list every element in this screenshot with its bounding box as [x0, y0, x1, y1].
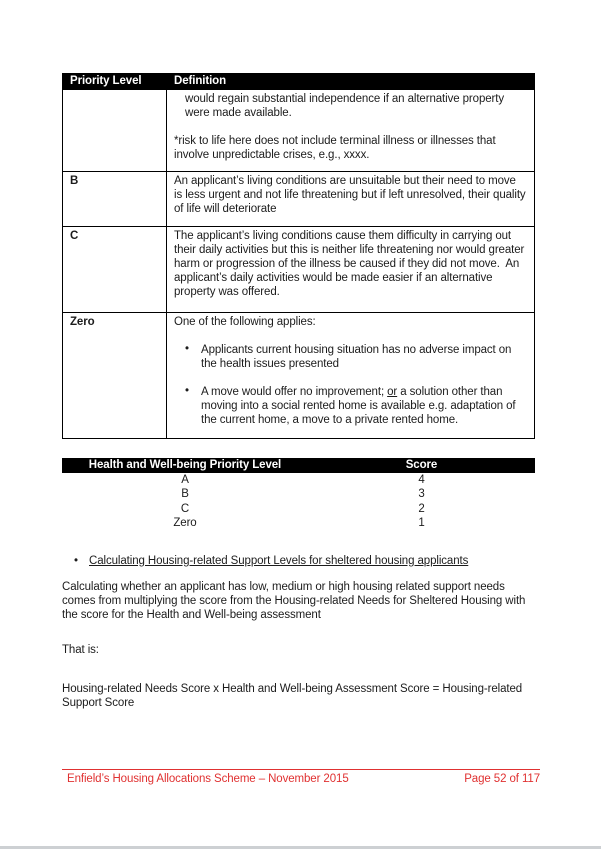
risk-note-text: *risk to life here does not include terminal illness or illnesses that involve unpredictable crises, e.g., xxxx.	[174, 135, 496, 161]
level-cell: C	[180, 502, 190, 515]
hwb-priority-level-header: Health and Well-being Priority Level	[62, 458, 308, 473]
priority-table	[62, 73, 535, 439]
bullet-icon: •	[185, 385, 189, 397]
priority-level-cell-zero: Zero	[63, 313, 167, 439]
footer-page-number: Page 52 of 117	[464, 773, 540, 785]
priority-level-cell-a	[63, 90, 167, 172]
score-header: Score	[308, 458, 535, 473]
footer-divider	[62, 769, 540, 770]
definition-text-c: The applicant’s living conditions cause them difficulty in carrying out their daily activities but this is neither life threatening nor would greater harm or progression of the illness be caused if they did not move. An applicant’s daily activities would be made easier if an alternative property was offered.	[174, 230, 525, 298]
priority-level-cell-b: B	[63, 172, 167, 227]
definition-cell-c	[167, 227, 535, 313]
table-row	[63, 90, 535, 172]
formula-text: Housing-related Needs Score x Health and Well-being Assessment Score = Housing-related Support Score	[62, 682, 523, 709]
bullet-icon: •	[185, 343, 189, 355]
list-item	[174, 385, 527, 427]
priority-level-header: Priority Level	[63, 74, 167, 90]
definition-cell-zero	[167, 313, 535, 439]
score-cell: 1	[418, 517, 425, 530]
score-table	[62, 458, 535, 531]
zero-intro-text: One of the following applies:	[174, 316, 316, 328]
page-content	[62, 73, 535, 710]
level-cell: Zero	[173, 517, 197, 530]
page-bottom-edge	[0, 846, 601, 849]
table-row	[62, 473, 535, 487]
level-cell: A	[181, 474, 189, 486]
zero-bullet-2-post: a solution other than moving into a social rented home is available e.g. adaptation of the current home, a move to a private rented home.	[201, 386, 516, 426]
zero-bullet-2-or: or	[387, 386, 398, 398]
footer-text-row	[62, 772, 540, 786]
priority-table-header-row	[63, 74, 535, 90]
level-cell: B	[181, 488, 189, 501]
definition-header: Definition	[167, 74, 535, 90]
that-is-text: That is:	[62, 643, 99, 656]
zero-bullet-1-text: Applicants current housing situation has no adverse impact on the health issues presented	[201, 344, 512, 370]
table-row	[62, 487, 535, 501]
definition-continuation-text: would regain substantial independence if an alternative property were made available.	[185, 93, 505, 119]
section-bullet-heading	[62, 554, 535, 568]
table-row	[62, 502, 535, 516]
section-heading-text: Calculating Housing-related Support Levels for sheltered housing applicants	[89, 554, 469, 567]
score-cell: 2	[418, 502, 425, 515]
list-item	[174, 343, 527, 371]
table-row	[63, 313, 535, 439]
definition-text-b: An applicant’s living conditions are unsuitable but their need to move is less urgent and not life threatening but if left unresolved, their quality of life will deteriorate	[174, 175, 526, 215]
priority-level-cell-c: C	[63, 227, 167, 313]
calculation-paragraph: Calculating whether an applicant has low, medium or high housing related support needs comes from multiplying the score from the Housing-related Needs for Sheltered Housing with the score for the Health and Well-being assessment	[62, 580, 526, 621]
score-cell: 4	[418, 474, 425, 486]
definition-cell-b	[167, 172, 535, 227]
table-row	[63, 227, 535, 313]
table-row	[63, 172, 535, 227]
score-table-header-row	[62, 458, 535, 473]
zero-bullet-2-pre: A move would offer no improvement;	[201, 386, 388, 398]
page-footer	[62, 769, 540, 786]
definition-cell-a	[167, 90, 535, 172]
footer-document-title: Enfield’s Housing Allocations Scheme – November 2015	[67, 773, 349, 785]
bullet-icon: •	[74, 554, 78, 567]
score-cell: 3	[418, 488, 425, 501]
table-row	[62, 516, 535, 530]
